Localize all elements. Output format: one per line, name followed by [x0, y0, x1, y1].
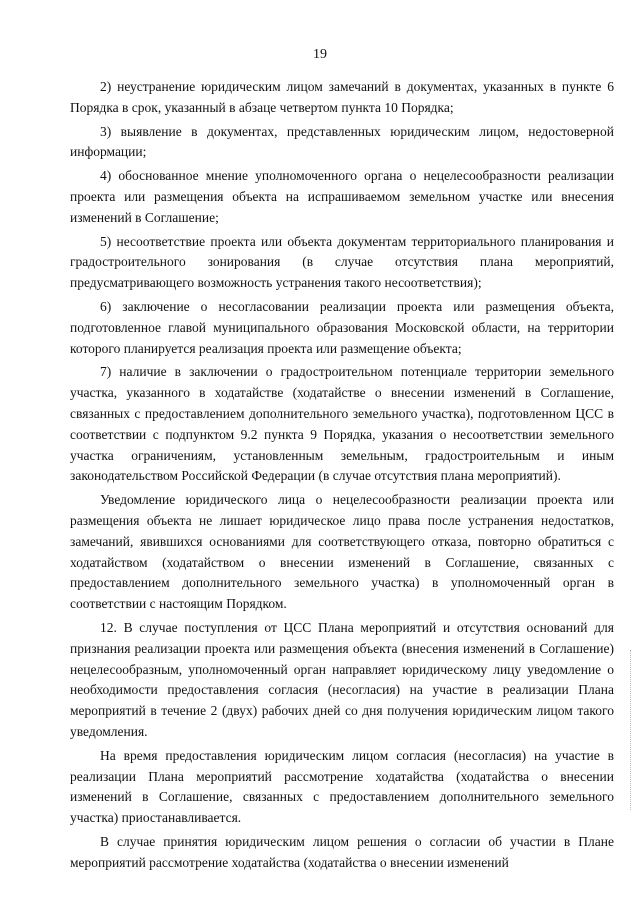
paragraph-item-3: 3) выявление в документах, представленных юридическим лицом, недостоверной информации; [70, 123, 614, 160]
page-number: 19 [313, 47, 327, 62]
paragraph-item-2: 2) неустранение юридическим лицом замечаний в документах, указанных в пункте 6 Порядка в срок, указанный в абзаце четвертом пункта 10 Порядка; [70, 79, 614, 115]
paragraph-notification: Уведомление юридического лица о нецелесообразности реализации проекта или размещения объекта не лишает юридическое лицо права после устранения недостатков, замечаний, явившихся основаниями для соответствующего отказа, повторно обратиться с ходатайством (ходатайством о внесении изменений в Соглашение, связанных с предоставлением дополнительного земельного участка) в уполномоченный орган в соответствии с настоящим Порядком. [70, 492, 614, 612]
scan-artifact [630, 650, 633, 810]
paragraph-item-6: 6) заключение о несогласовании реализации проекта или размещения объекта, подготовленное главой муниципального образования Московской области, на территории которого планируется реализация проекта или размещение объекта; [70, 298, 614, 356]
paragraph-item-4: 4) обоснованное мнение уполномоченного органа о нецелесообразности реализации проекта или размещения объекта на испрашиваемом земельном участке или внесения изменений в Соглашение; [70, 168, 614, 225]
paragraph-item-7: 7) наличие в заключении о градостроительном потенциале территории земельного участка, указанного в ходатайстве (ходатайстве о внесении изменений в Соглашение, связанных с предоставлением дополнительного земельного участка), подготовленном ЦСС в соответствии с подпунктом 9.2 пункта 9 Порядка, указания о несоответствии земельного участка ограничениям, установленным земельным, градостроительным и иным законодательством Российской Федерации (в случае отсутствия плана мероприятий). [70, 364, 614, 484]
body-text [70, 77, 614, 873]
paragraph-item-5: 5) несоответствие проекта или объекта документам территориального планирования и градостроительного зонирования (в случае отсутствия плана мероприятий, предусматривающего возможность устранения такого несоответствия); [70, 233, 614, 291]
paragraph-consent-decision: В случае принятия юридическим лицом решения о согласии об участии в Плане мероприятий рассмотрение ходатайства (ходатайства о внесении изменений [70, 833, 614, 870]
paragraph-clause-12: 12. В случае поступления от ЦСС Плана мероприятий и отсутствия оснований для признания реализации проекта или размещения объекта (внесения изменений в Соглашение) нецелесообразным, уполномоченный орган направляет юридическому лицу уведомление о необходимости предоставления согласия (несогласия) на участие в реализации Плана мероприятий в течение 2 (двух) рабочих дней со дня получения юридическим лицом такого уведомления. [70, 619, 614, 739]
paragraph-suspension: На время предоставления юридическим лицом согласия (несогласия) на участие в реализации Плана мероприятий рассмотрение ходатайства (ходатайства о внесении изменений в Соглашение, связанных с предоставлением дополнительного земельного участка) приостанавливается. [70, 747, 614, 826]
